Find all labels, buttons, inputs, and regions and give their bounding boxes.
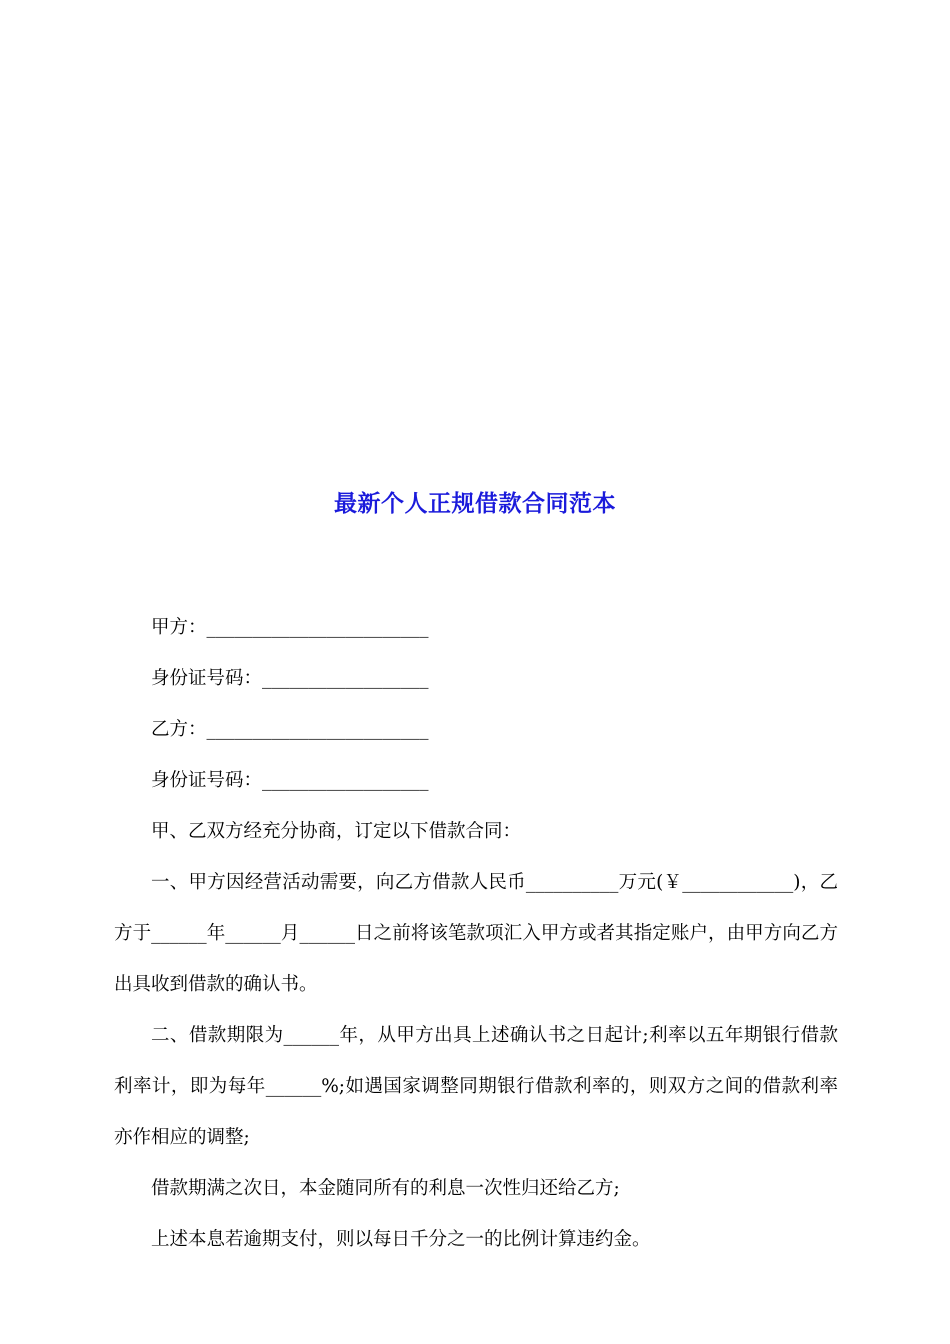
agreement-intro: 甲、乙双方经充分协商，订定以下借款合同：: [151, 821, 522, 842]
clause-two: 二、借款期限为______年，从甲方出具上述确认书之日起计;利率以五年期银行借款利率计，即为每年______%;如遇国家调整同期银行借款利率的，则双方之间的借款利率亦作相应的调整;: [114, 1025, 838, 1148]
party-a-id-line: 身份证号码：__________________: [151, 668, 429, 689]
party-b-id-line: 身份证号码：__________________: [151, 770, 429, 791]
clause-one: 一、甲方因经营活动需要，向乙方借款人民币__________万元(￥____________)，乙方于______年______月______日之前将该笔款项汇入甲方或者其指定账户，由甲方向乙方出具收到借款的确认书。: [114, 872, 838, 995]
penalty-clause: 上述本息若逾期支付，则以每日千分之一的比例计算违约金。: [151, 1229, 651, 1250]
repayment-clause: 借款期满之次日，本金随同所有的利息一次性归还给乙方;: [151, 1178, 620, 1199]
document-title: 最新个人正规借款合同范本: [334, 490, 616, 517]
party-a-line: 甲方：________________________: [151, 617, 429, 638]
party-b-line: 乙方：________________________: [151, 719, 429, 740]
document-body: [114, 602, 838, 1265]
